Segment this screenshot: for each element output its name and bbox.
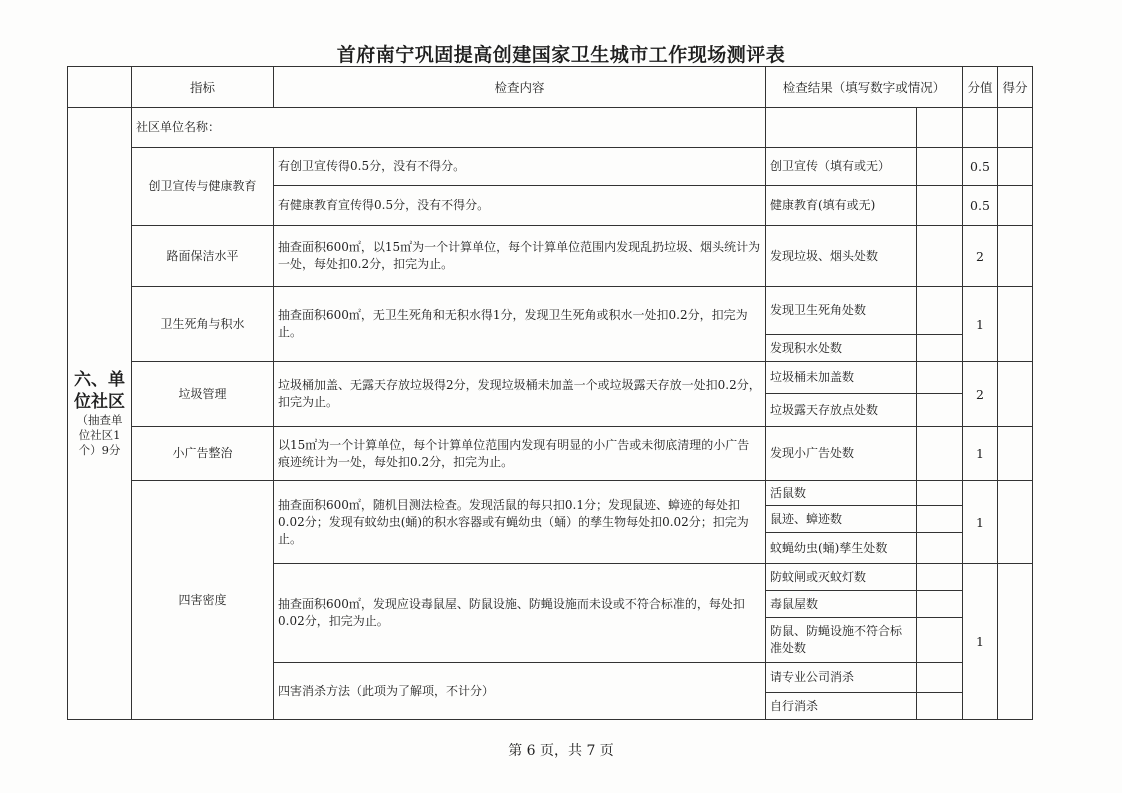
result-label: 发现卫生死角处数 — [766, 287, 917, 335]
got-input[interactable] — [998, 564, 1033, 720]
score-value: 0.5 — [963, 186, 998, 226]
result-input[interactable] — [917, 335, 963, 362]
score-value: 2 — [963, 362, 998, 427]
header-blank — [68, 67, 132, 108]
got-input[interactable] — [998, 362, 1033, 427]
result-input[interactable] — [917, 506, 963, 533]
content-cell: 四害消杀方法（此项为了解项，不计分） — [274, 663, 766, 720]
score-value: 1 — [963, 427, 998, 481]
result-input[interactable] — [917, 591, 963, 618]
content-cell: 垃圾桶加盖、无露天存放垃圾得2分，发现垃圾桶未加盖一个或垃圾露天存放一处扣0.2分，扣完为止。 — [274, 362, 766, 427]
unit-name-score — [963, 108, 998, 148]
header-score: 分值 — [963, 67, 998, 108]
got-input[interactable] — [998, 427, 1033, 481]
result-input[interactable] — [917, 693, 963, 720]
header-indicator: 指标 — [132, 67, 274, 108]
header-row — [68, 67, 1033, 108]
unit-name-field[interactable] — [766, 108, 917, 148]
table-row — [68, 362, 1033, 394]
score-value: 1 — [963, 481, 998, 564]
score-value: 2 — [963, 226, 998, 287]
page-title: 首府南宁巩固提高创建国家卫生城市工作现场测评表 — [336, 44, 786, 66]
result-label: 蚊蝇幼虫(蛹)孳生处数 — [766, 533, 917, 564]
indicator-publicity: 创卫宣传与健康教育 — [132, 148, 274, 226]
table-row — [68, 427, 1033, 481]
result-input[interactable] — [917, 362, 963, 394]
content-cell: 抽查面积600㎡，无卫生死角和无积水得1分，发现卫生死角或积水一处扣0.2分，扣完为止。 — [274, 287, 766, 362]
result-input[interactable] — [917, 481, 963, 506]
result-input[interactable] — [917, 564, 963, 591]
result-input[interactable] — [917, 148, 963, 186]
result-input[interactable] — [917, 287, 963, 335]
indicator-garbage: 垃圾管理 — [132, 362, 274, 427]
result-label: 发现小广告处数 — [766, 427, 917, 481]
score-value: 0.5 — [963, 148, 998, 186]
indicator-deadcorner: 卫生死角与积水 — [132, 287, 274, 362]
table-row — [68, 481, 1033, 506]
content-cell: 以15㎡为一个计算单位，每个计算单位范围内发现有明显的小广告或未彻底清理的小广告痕迹统计为一处，每处扣0.2分，扣完为止。 — [274, 427, 766, 481]
evaluation-table — [67, 66, 1033, 720]
header-got: 得分 — [998, 67, 1033, 108]
got-input[interactable] — [998, 226, 1033, 287]
indicator-road: 路面保洁水平 — [132, 226, 274, 287]
result-label: 鼠迹、蟑迹数 — [766, 506, 917, 533]
result-label: 毒鼠屋数 — [766, 591, 917, 618]
result-label: 活鼠数 — [766, 481, 917, 506]
header-result: 检查结果（填写数字或情况） — [766, 67, 963, 108]
section-cell — [68, 108, 132, 720]
result-label: 防蚊闸或灭蚊灯数 — [766, 564, 917, 591]
result-label: 垃圾桶未加盖数 — [766, 362, 917, 394]
table-row — [68, 108, 1033, 148]
result-input[interactable] — [917, 663, 963, 693]
unit-name-field-extra[interactable] — [917, 108, 963, 148]
unit-name-got[interactable] — [998, 108, 1033, 148]
result-input[interactable] — [917, 186, 963, 226]
got-input[interactable] — [998, 186, 1033, 226]
section-subtitle: （抽查单位社区1个）9分 — [76, 413, 123, 457]
table-row — [68, 226, 1033, 287]
content-cell: 抽查面积600㎡，以15㎡为一个计算单位，每个计算单位范围内发现乱扔垃圾、烟头统计为一处，每处扣0.2分，扣完为止。 — [274, 226, 766, 287]
score-value: 1 — [963, 564, 998, 720]
indicator-ads: 小广告整治 — [132, 427, 274, 481]
result-label: 发现积水处数 — [766, 335, 917, 362]
content-cell: 抽查面积600㎡，随机目测法检查。发现活鼠的每只扣0.1分；发现鼠迹、蟑迹的每处扣0.02分；发现有蚊幼虫(蛹)的积水容器或有蝇幼虫（蛹）的孳生物每处扣0.02分；扣完为止。 — [274, 481, 766, 564]
score-value: 1 — [963, 287, 998, 362]
section-title: 六、单位社区 — [74, 370, 125, 412]
result-input[interactable] — [917, 226, 963, 287]
result-input[interactable] — [917, 533, 963, 564]
result-label: 请专业公司消杀 — [766, 663, 917, 693]
result-input[interactable] — [917, 427, 963, 481]
result-label: 垃圾露天存放点处数 — [766, 394, 917, 427]
content-cell: 有健康教育宣传得0.5分，没有不得分。 — [274, 186, 766, 226]
content-cell: 有创卫宣传得0.5分，没有不得分。 — [274, 148, 766, 186]
content-cell: 抽查面积600㎡，发现应设毒鼠屋、防鼠设施、防蝇设施而未设或不符合标准的，每处扣0.02分，扣完为止。 — [274, 564, 766, 663]
table-row — [68, 287, 1033, 335]
result-label: 防鼠、防蝇设施不符合标准处数 — [766, 618, 917, 663]
got-input[interactable] — [998, 287, 1033, 362]
result-label: 健康教育(填有或无) — [766, 186, 917, 226]
result-label: 创卫宣传（填有或无） — [766, 148, 917, 186]
got-input[interactable] — [998, 148, 1033, 186]
result-label: 发现垃圾、烟头处数 — [766, 226, 917, 287]
indicator-pests: 四害密度 — [132, 481, 274, 720]
result-label: 自行消杀 — [766, 693, 917, 720]
table-row — [68, 148, 1033, 186]
result-input[interactable] — [917, 618, 963, 663]
unit-name-label: 社区单位名称： — [132, 108, 766, 148]
header-content: 检查内容 — [274, 67, 766, 108]
result-input[interactable] — [917, 394, 963, 427]
page-number: 第 6 页，共 7 页 — [508, 743, 614, 759]
got-input[interactable] — [998, 481, 1033, 564]
